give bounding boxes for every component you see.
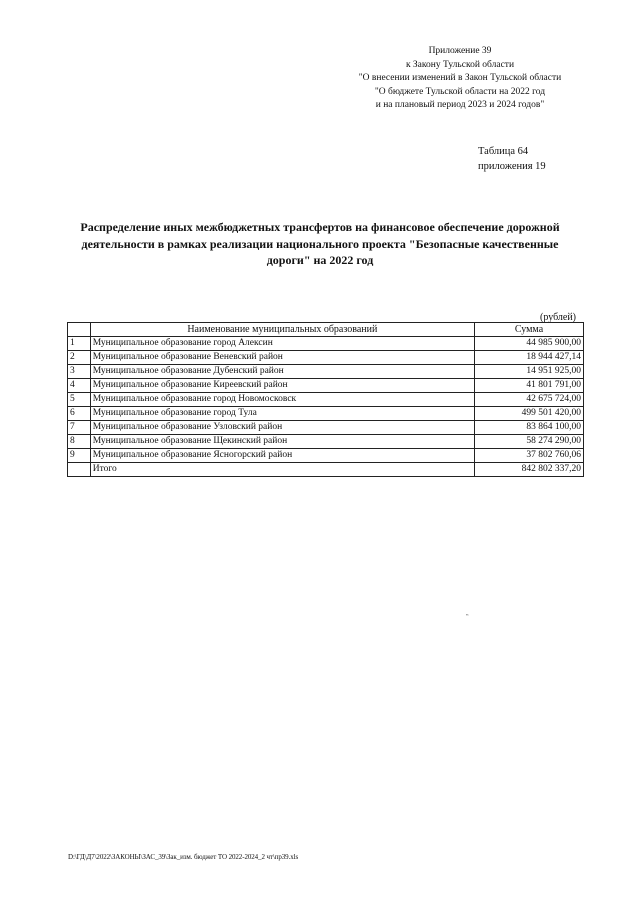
appendix-header bbox=[330, 45, 590, 113]
row-num-cell: 2 bbox=[68, 351, 91, 365]
total-sum-cell: 842 802 337,20 bbox=[474, 463, 583, 477]
file-path-footer: D:\ГД\Д7\2022\ЗАКОНЫ\ЗАС_39\Зак_изм. бюджет ТО 2022-2024_2 чт\пр39.xls bbox=[68, 853, 299, 861]
table-ref-line-2: приложения 19 bbox=[478, 160, 546, 172]
row-sum-cell: 18 944 427,14 bbox=[474, 351, 583, 365]
row-name-cell: Муниципальное образование Дубенский район bbox=[90, 365, 474, 379]
table-row bbox=[68, 365, 584, 379]
table-ref-line-1: Таблица 64 bbox=[478, 146, 529, 157]
row-name-cell: Муниципальное образование город Новомосковск bbox=[90, 393, 474, 407]
row-name-cell: Муниципальное образование город Тула bbox=[90, 407, 474, 421]
row-sum-cell: 44 985 900,00 bbox=[474, 337, 583, 351]
row-num-cell: 7 bbox=[68, 421, 91, 435]
table-body bbox=[68, 337, 584, 463]
row-num-cell: 3 bbox=[68, 365, 91, 379]
row-num-cell: 8 bbox=[68, 435, 91, 449]
row-name-cell: Муниципальное образование Щекинский район bbox=[90, 435, 474, 449]
appendix-line-2: к Закону Тульской области bbox=[405, 59, 515, 70]
row-name-cell: Муниципальное образование Узловский район bbox=[90, 421, 474, 435]
scan-mark: ‟ bbox=[466, 614, 469, 620]
row-sum-cell: 14 951 925,00 bbox=[474, 365, 583, 379]
header-num-cell bbox=[68, 323, 91, 337]
row-name-cell: Муниципальное образование Веневский район bbox=[90, 351, 474, 365]
appendix-line-4: "О бюджете Тульской области на 2022 год bbox=[374, 86, 546, 97]
row-num-cell: 4 bbox=[68, 379, 91, 393]
appendix-line-5: и на плановый период 2023 и 2024 годов" bbox=[375, 100, 545, 110]
table-row bbox=[68, 337, 584, 351]
total-num-cell bbox=[68, 463, 91, 477]
transfers-table bbox=[67, 322, 584, 477]
table-row bbox=[68, 421, 584, 435]
row-name-cell: Муниципальное образование Киреевский район bbox=[90, 379, 474, 393]
table-row bbox=[68, 435, 584, 449]
row-name-cell: Муниципальное образование Ясногорский район bbox=[90, 449, 474, 463]
table-row bbox=[68, 407, 584, 421]
row-num-cell: 6 bbox=[68, 407, 91, 421]
row-sum-cell: 42 675 724,00 bbox=[474, 393, 583, 407]
total-label-cell: Итого bbox=[90, 463, 474, 477]
appendix-line-1: Приложение 39 bbox=[428, 46, 492, 56]
appendix-line-3: "О внесении изменений в Закон Тульской области bbox=[358, 73, 562, 83]
row-num-cell: 9 bbox=[68, 449, 91, 463]
header-sum-cell: Сумма bbox=[474, 323, 583, 337]
total-row bbox=[68, 463, 584, 477]
table-row bbox=[68, 393, 584, 407]
units-label: (рублей) bbox=[540, 312, 577, 323]
row-sum-cell: 37 802 760,06 bbox=[474, 449, 583, 463]
row-sum-cell: 499 501 420,00 bbox=[474, 407, 583, 421]
row-sum-cell: 41 801 791,00 bbox=[474, 379, 583, 393]
table-reference bbox=[478, 145, 546, 174]
document-title: Распределение иных межбюджетных трансфертов на финансовое обеспечение дорожной деятельности в рамках реализации национального проекта "Безопасные качественные дороги" на 2022 год bbox=[80, 220, 560, 267]
row-sum-cell: 58 274 290,00 bbox=[474, 435, 583, 449]
header-name-cell: Наименование муниципальных образований bbox=[90, 323, 474, 337]
table-row bbox=[68, 379, 584, 393]
table-row bbox=[68, 351, 584, 365]
row-num-cell: 1 bbox=[68, 337, 91, 351]
table-header-row bbox=[68, 323, 584, 337]
row-num-cell: 5 bbox=[68, 393, 91, 407]
row-name-cell: Муниципальное образование город Алексин bbox=[90, 337, 474, 351]
table-row bbox=[68, 449, 584, 463]
row-sum-cell: 83 864 100,00 bbox=[474, 421, 583, 435]
